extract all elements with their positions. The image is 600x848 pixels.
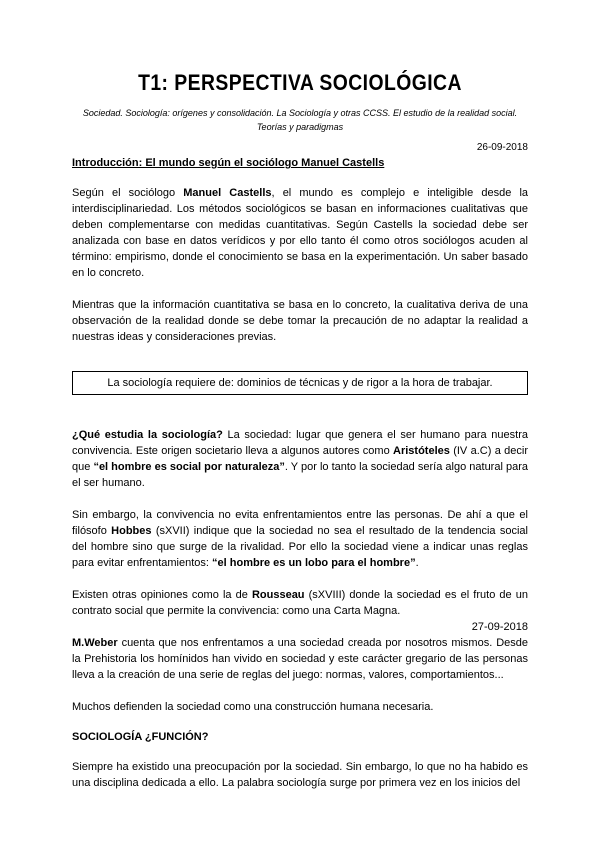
- paragraph-hobbes: Sin embargo, la convivencia no evita enfrentamientos entre las personas. De ahí a que el filósofo Hobbes (sXVII) indique que la sociedad no sea el resultado de la tendencia social del hombre sino que surge de la rivalidad. Por ello la sociedad viene a indicar unas reglas para evitar enfrentamientos: “el hombre es un lobo para el hombre”.: [72, 509, 528, 569]
- document-title: T1: PERSPECTIVA SOCIOLÓGICA: [138, 70, 462, 95]
- document-subtitle: Sociedad. Sociología: orígenes y consolidación. La Sociología y otras CCSS. El estudio de la realidad social. Teorías y paradigmas: [82, 108, 518, 132]
- paragraph-preocupacion: Siempre ha existido una preocupación por la sociedad. Sin embargo, lo que no ha habido es una disciplina dedicada a ello. La palabra sociología surge por primera vez en los inicios del: [72, 761, 528, 789]
- intro-heading: Introducción: El mundo según el sociólogo Manuel Castells: [72, 157, 385, 169]
- paragraph-construccion: Muchos defienden la sociedad como una construcción humana necesaria.: [72, 701, 434, 713]
- funcion-heading: SOCIOLOGÍA ¿FUNCIÓN?: [72, 731, 209, 743]
- paragraph-rousseau: Existen otras opiniones como la de Rousseau (sXVIII) donde la sociedad es el fruto de un contrato social que permite la convivencia: como una Carta Magna.: [72, 589, 528, 617]
- date-1: 26-09-2018: [476, 142, 528, 153]
- date-2: 27-09-2018: [471, 621, 528, 633]
- castells-name: Manuel Castells: [183, 187, 272, 199]
- paragraph-que-estudia: ¿Qué estudia la sociología? La sociedad: lugar que genera el ser humano para nuestra convivencia. Este origen societario lleva a algunos autores como Aristóteles (IV a.C) a decir que “el hombre es social por naturaleza”. Y por lo tanto la sociedad sería algo natural para el ser humano.: [72, 429, 528, 489]
- document-page: [72, 70, 528, 791]
- highlight-box: La sociología requiere de: dominios de técnicas y de rigor a la hora de trabajar.: [72, 371, 528, 395]
- paragraph-weber: M.Weber cuenta que nos enfrentamos a una sociedad creada por nosotros mismos. Desde la Prehistoria los homínidos han vivido en sociedad y este carácter gregario de las personas lleva a la creación de una serie de reglas del juego: normas, valores, comportamientos...: [72, 637, 528, 681]
- paragraph-castells: Según el sociólogo Manuel Castells, el mundo es complejo e inteligible desde la interdisciplinariedad. Los métodos sociológicos se basan en informaciones cualitativas que deben complementarse con medidas cuantitativas. Según Castells la sociedad debe ser analizada con base en datos verídicos y por ello tanto él como otros sociólogos acuden al término: empirismo, donde el conocimiento se basa en la experimentación. Un saber basado en lo concreto.: [72, 187, 529, 279]
- paragraph-cuantitativa: Mientras que la información cuantitativa se basa en lo concreto, la cualitativa deriva de una observación de la realidad donde se debe tomar la precaución de no adaptar la realidad a nuestras ideas y consideraciones previas.: [72, 299, 528, 343]
